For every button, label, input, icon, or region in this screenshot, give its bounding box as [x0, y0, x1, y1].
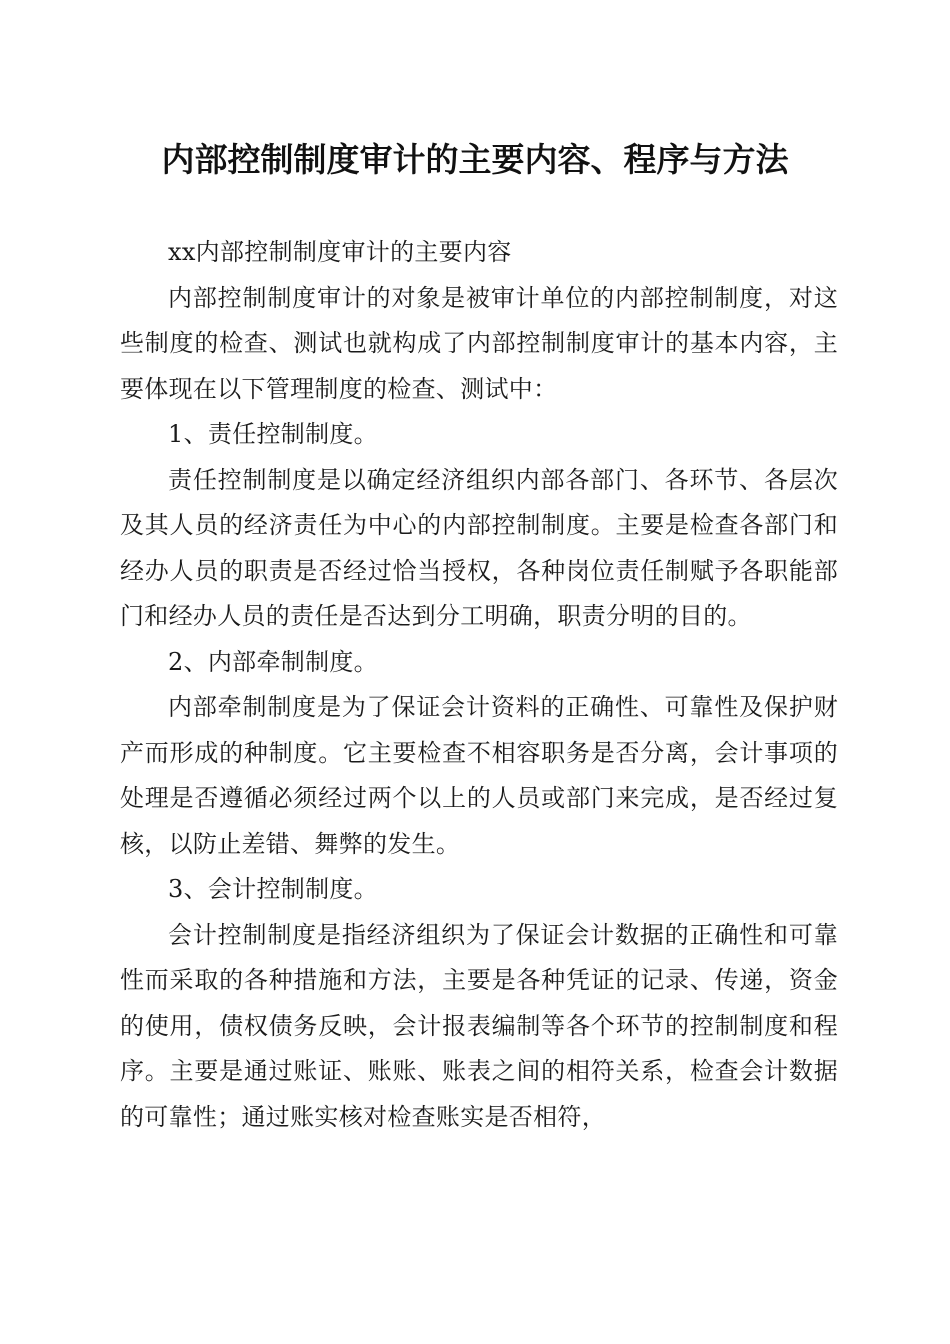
paragraph-item-2-heading: 2、内部牵制制度。 — [168, 647, 378, 676]
document-body — [120, 230, 838, 1140]
paragraph-section-heading: xx内部控制制度审计的主要内容 — [168, 238, 512, 266]
paragraph-item-2-body: 内部牵制制度是为了保证会计资料的正确性、可靠性及保护财产而形成的种制度。它主要检查不相容职务是否分离，会计事项的处理是否遵循必须经过两个以上的人员或部门来完成，是否经过复核，以防止差错、舞弊的发生。 — [120, 693, 838, 858]
paragraph-intro: 内部控制制度审计的对象是被审计单位的内部控制制度，对这些制度的检查、测试也就构成了内部控制制度审计的基本内容，主要体现在以下管理制度的检查、测试中： — [120, 283, 838, 403]
document-title: 内部控制制度审计的主要内容、程序与方法 — [161, 140, 789, 179]
paragraph-item-3-body: 会计控制制度是指经济组织为了保证会计数据的正确性和可靠性而采取的各种措施和方法，主要是各种凭证的记录、传递，资金的使用，债权债务反映，会计报表编制等各个环节的控制制度和程序。主要是通过账证、账账、账表之间的相符关系，检查会计数据的可靠性；通过账实核对检查账实是否相符， — [120, 920, 838, 1131]
paragraph-item-1-body: 责任控制制度是以确定经济组织内部各部门、各环节、各层次及其人员的经济责任为中心的内部控制制度。主要是检查各部门和经办人员的职责是否经过恰当授权，各种岗位责任制赋予各职能部门和经办人员的责任是否达到分工明确，职责分明的目的。 — [120, 465, 838, 630]
paragraph-item-3-heading: 3、会计控制制度。 — [168, 875, 378, 903]
paragraph-item-1-heading: 1、责任控制制度。 — [168, 420, 378, 448]
